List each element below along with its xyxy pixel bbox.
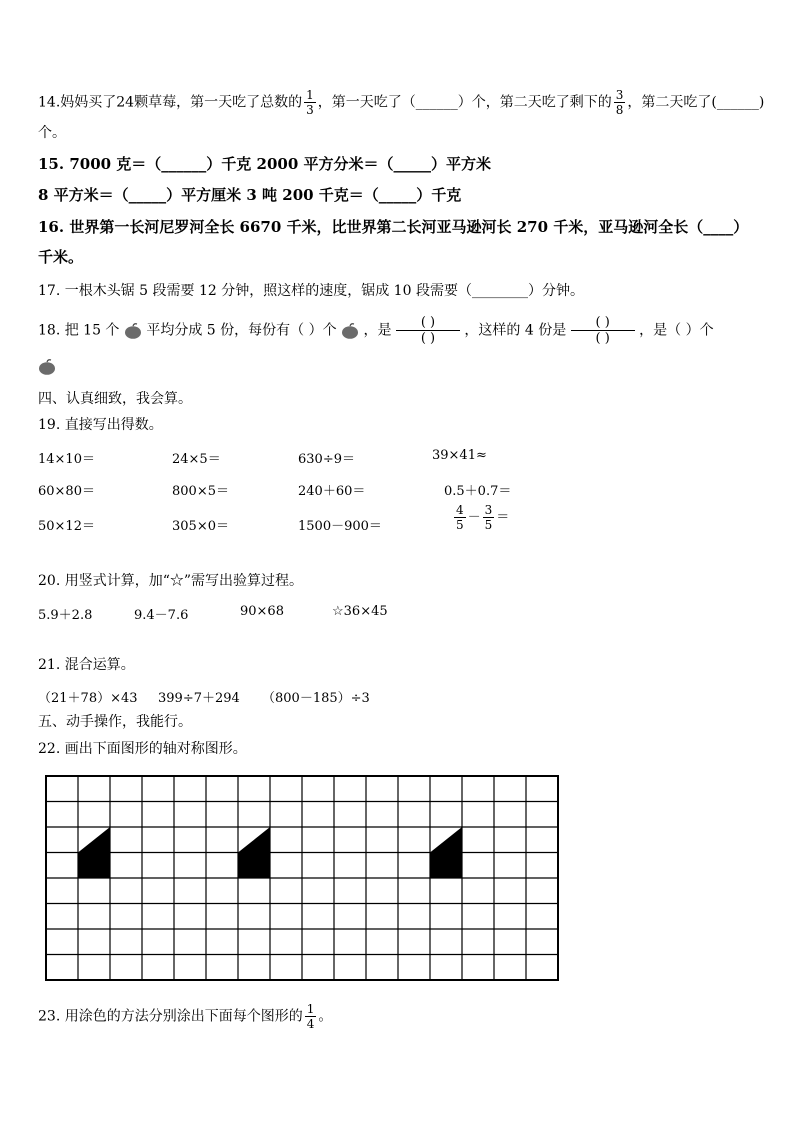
frac-den: 5 [484, 518, 493, 532]
q14-line-2: 个。 [38, 125, 66, 141]
vertical-calc-item: 90×68 [240, 604, 284, 619]
question-21-title: 21. 混合运算。 [38, 657, 135, 673]
question-16-line-1: 16. 世界第一长河尼罗河全长 6670 千米，比世界第二长河亚马逊河长 270 千米，亚马逊河全长（____） [38, 218, 749, 236]
blank-fraction [571, 315, 635, 346]
calc-item: 50×12＝ [38, 519, 95, 534]
calc-item: 240＋60＝ [298, 484, 366, 499]
q18-text-1: 18. 把 15 个 [38, 322, 120, 339]
q18-trailing-apple [38, 356, 56, 375]
blank-numerator: ( ) [396, 315, 460, 331]
apple-icon [38, 359, 56, 375]
vertical-calc-item: ☆36×45 [332, 604, 388, 619]
frac-num: 4 [456, 503, 464, 517]
question-16-line-2: 千米。 [38, 248, 84, 266]
q18-text-2: 平均分成 5 份，每份有（ ）个 [146, 322, 337, 339]
equals: ＝ [496, 510, 510, 525]
frac-num: 1 [306, 88, 314, 102]
question-18 [38, 315, 714, 346]
frac-den: 8 [615, 103, 624, 117]
q14-text-1: 14.妈妈买了24颗草莓，第一天吃了总数的 [38, 94, 303, 111]
question-20-title: 20. 用竖式计算，加“☆”需写出验算过程。 [38, 573, 304, 589]
calc-item: 630÷9＝ [298, 452, 355, 467]
question-23 [38, 1002, 332, 1031]
blank-denominator: ( ) [420, 331, 436, 346]
question-15-line-2: 8 平方米＝（_____）平方厘米 3 吨 200 千克＝（_____）千克 [38, 186, 462, 204]
q14-text-2: ，第一天吃了（______）个，第二天吃了剩下的 [317, 94, 612, 111]
half-shape [430, 827, 462, 878]
mixed-calc-item: （800－185）÷3 [262, 691, 370, 706]
q23-text-2: 。 [318, 1008, 333, 1025]
blank-numerator: ( ) [571, 315, 635, 331]
q18-text-4: ，这样的 4 份是 [464, 322, 567, 339]
question-19-title: 19. 直接写出得数。 [38, 417, 163, 433]
calc-item: 60×80＝ [38, 484, 95, 499]
question-22-title: 22. 画出下面图形的轴对称图形。 [38, 741, 247, 757]
fraction-three-eighths [614, 88, 626, 117]
frac-den: 5 [456, 518, 464, 532]
frac-den: 4 [306, 1017, 315, 1031]
q18-text-5: ，是（ ）个 [639, 322, 714, 339]
calc-item: 0.5＋0.7＝ [444, 484, 512, 499]
fraction-one-quarter [305, 1002, 317, 1031]
frac-den: 3 [306, 103, 314, 117]
mixed-calc-item: （21＋78）×43 [38, 691, 138, 706]
fraction [454, 503, 466, 532]
question-15-line-1: 15. 7000 克＝（______）千克 2000 平方分米＝（_____）平方米 [38, 155, 491, 173]
calc-item: 800×5＝ [172, 484, 229, 499]
operator: － [467, 510, 481, 525]
apple-icon [341, 323, 359, 339]
mixed-calc-item: 399÷7＋294 [158, 691, 240, 706]
vertical-calc-item: 9.4－7.6 [134, 608, 189, 623]
calc-item: 39×41≈ [432, 448, 487, 463]
question-14 [38, 88, 764, 117]
half-shape [238, 827, 270, 878]
section-5-title: 五、动手操作，我能行。 [38, 714, 192, 730]
calc-item: 14×10＝ [38, 452, 95, 467]
q23-text-1: 23. 用涂色的方法分别涂出下面每个图形的 [38, 1008, 303, 1025]
calc-item: 24×5＝ [172, 452, 221, 467]
fraction-one-third [304, 88, 316, 117]
q18-text-3: ，是 [363, 322, 392, 339]
blank-denominator: ( ) [595, 331, 610, 346]
apple-icon [124, 323, 142, 339]
calc-item: 1500－900＝ [298, 519, 382, 534]
section-4-title: 四、认真细致，我会算。 [38, 391, 192, 407]
symmetry-grid[interactable] [44, 774, 566, 982]
fraction [483, 503, 495, 532]
calc-item: 305×0＝ [172, 519, 229, 534]
vertical-calc-item: 5.9＋2.8 [38, 608, 93, 623]
frac-num: 1 [306, 1002, 315, 1016]
frac-num: 3 [615, 88, 624, 102]
q14-text-3: ，第二天吃了(______) [627, 94, 765, 111]
blank-fraction [396, 315, 460, 346]
frac-num: 3 [484, 503, 493, 517]
half-shape [78, 827, 110, 878]
question-17: 17. 一根木头锯 5 段需要 12 分钟，照这样的速度，锯成 10 段需要（________）分钟。 [38, 283, 584, 299]
fraction-subtraction [452, 503, 509, 532]
